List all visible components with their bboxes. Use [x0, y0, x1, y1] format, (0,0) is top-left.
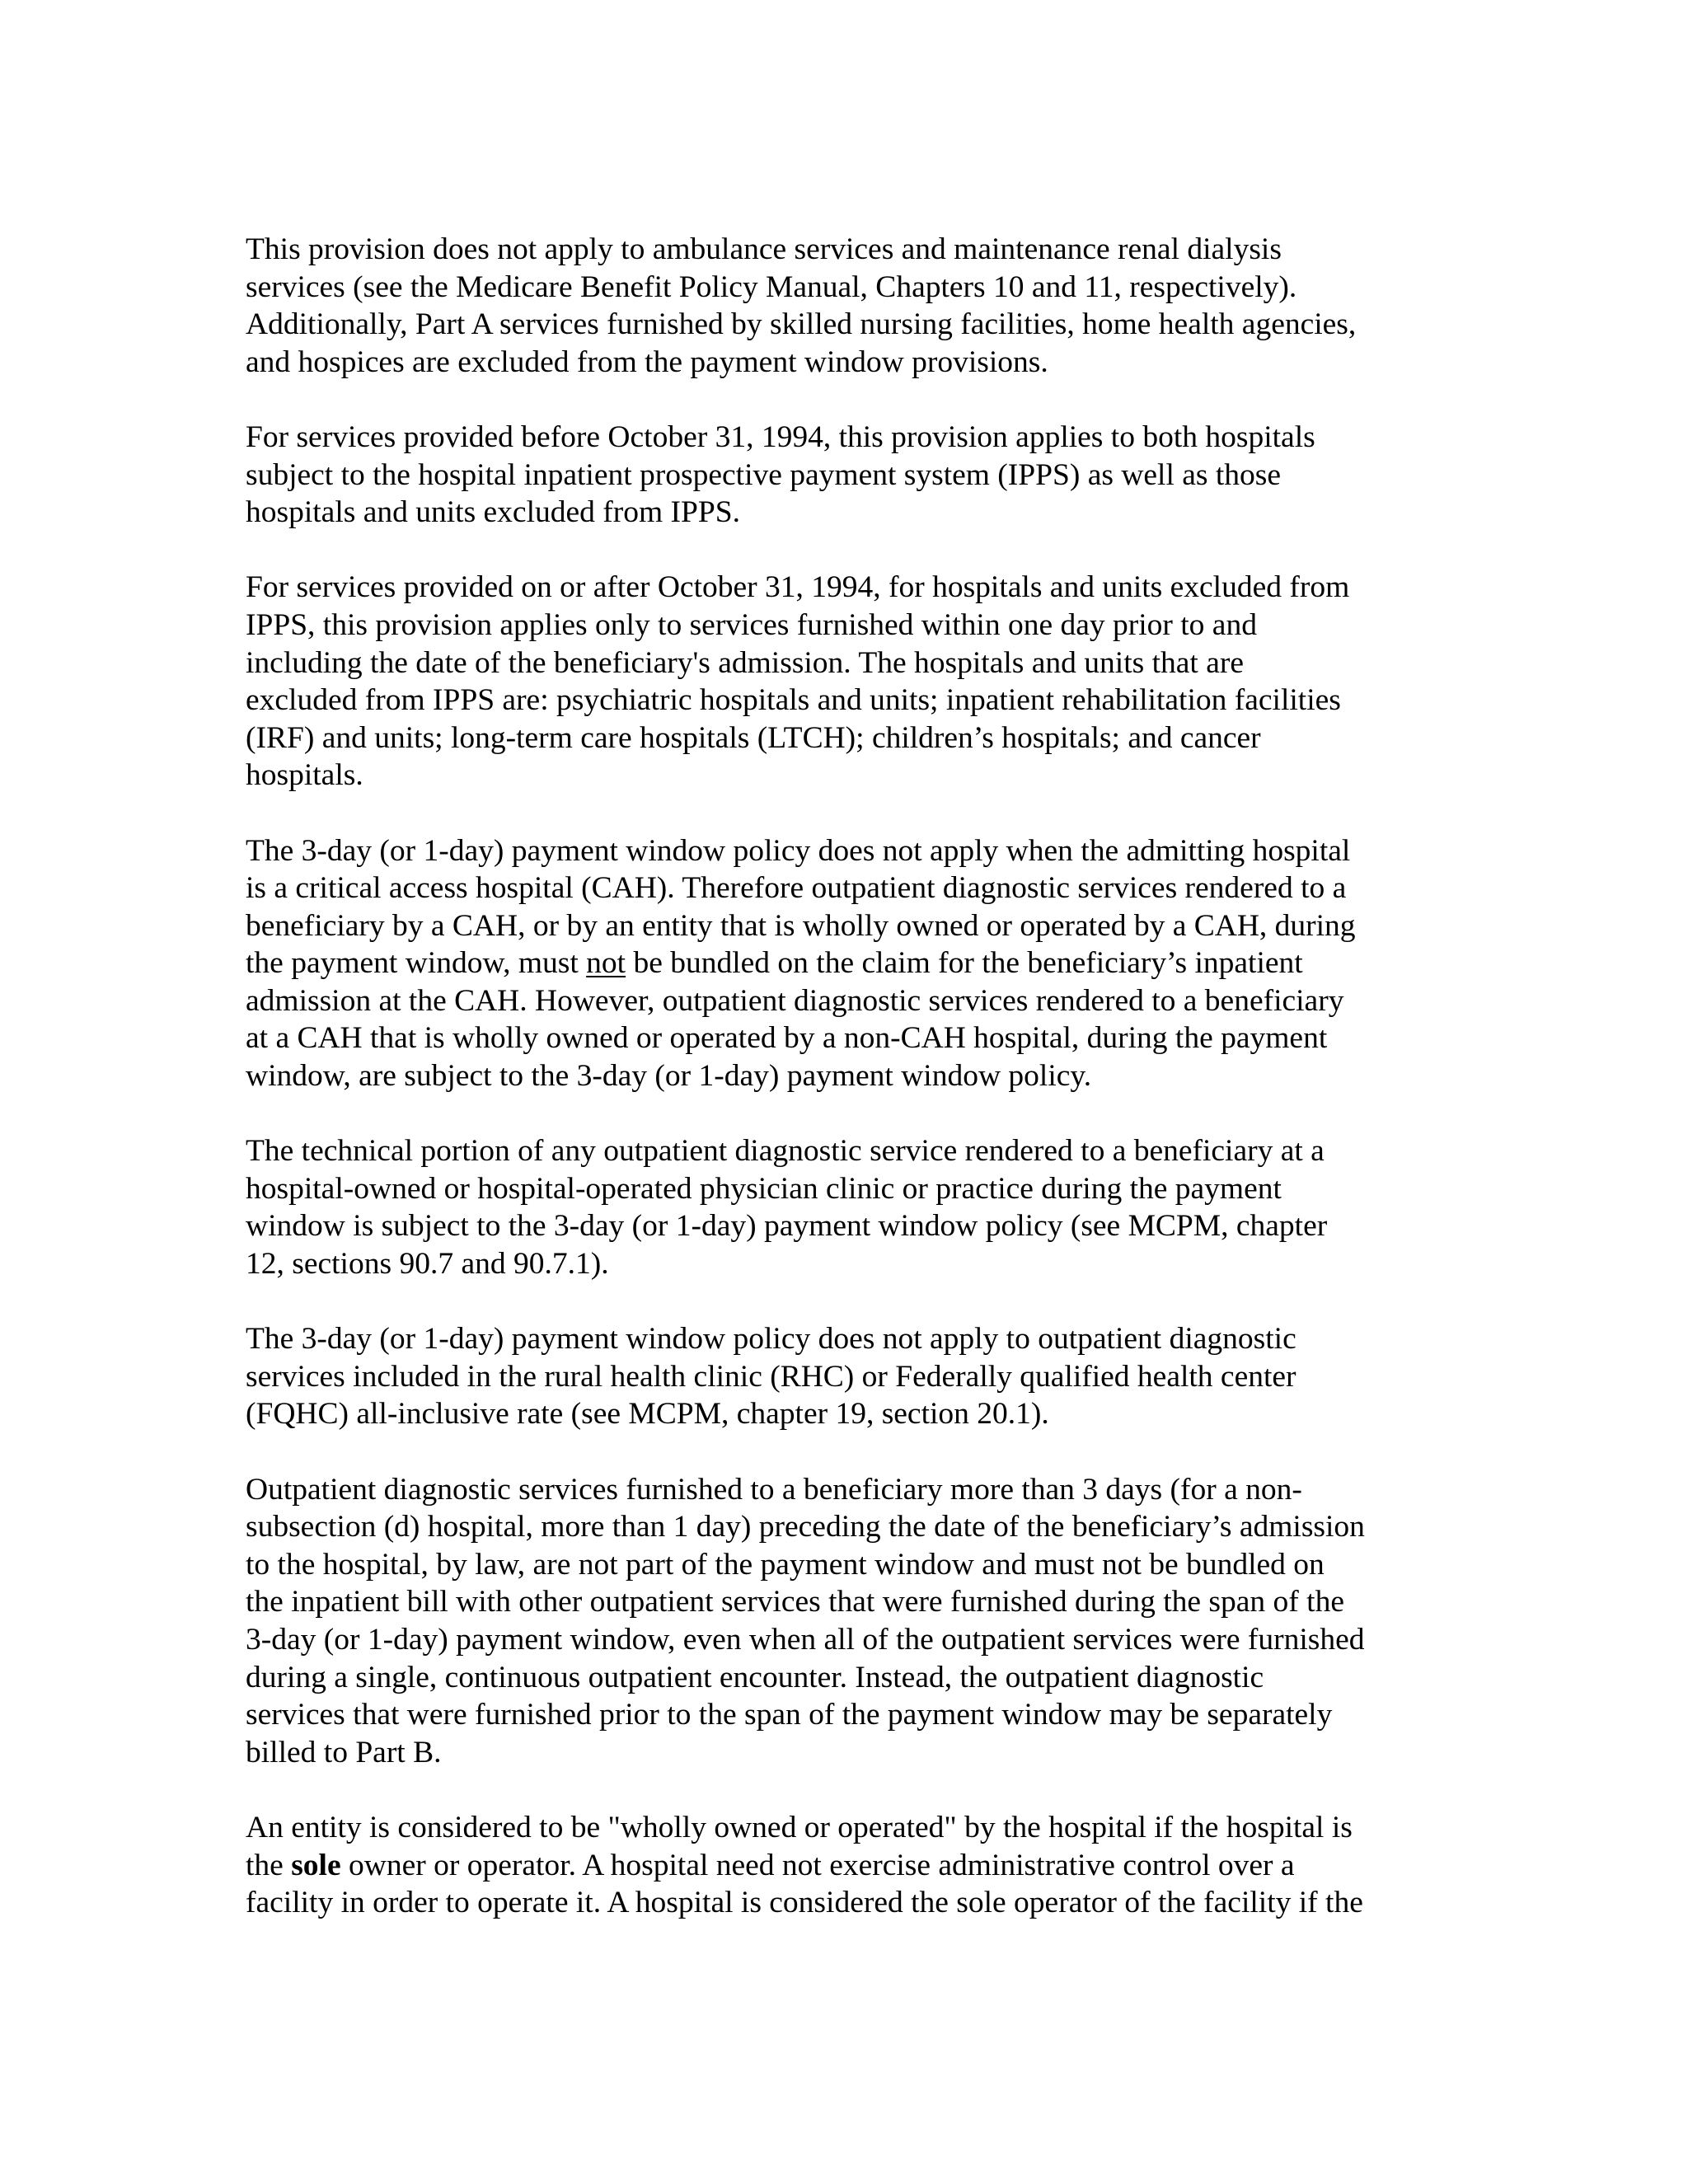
text-segment: owner or operator. A hospital need not exercise administrative control over a	[340, 1848, 1295, 1882]
text-line	[246, 1847, 1441, 1885]
text-line: window, are subject to the 3-day (or 1-day) payment window policy.	[246, 1059, 1092, 1094]
text-line: An entity is considered to be "wholly owned or operated" by the hospital if the hospital is	[246, 1810, 1353, 1844]
text-line: during a single, continuous outpatient encounter. Instead, the outpatient diagnostic	[246, 1660, 1264, 1694]
text-line: hospitals.	[246, 758, 363, 793]
text-line: including the date of the beneficiary's admission. The hospitals and units that are	[246, 645, 1244, 680]
text-segment: be bundled on the claim for the beneficiary’s inpatient	[626, 946, 1303, 981]
text-line: (FQHC) all-inclusive rate (see MCPM, chapter 19, section 20.1).	[246, 1397, 1049, 1432]
text-line: facility in order to operate it. A hospital is considered the sole operator of the facility if the	[246, 1886, 1363, 1920]
text-line: at a CAH that is wholly owned or operated by a non-CAH hospital, during the payment	[246, 1021, 1328, 1056]
text-line: window is subject to the 3-day (or 1-day) payment window policy (see MCPM, chapter	[246, 1209, 1328, 1244]
paragraph-more-than-3-days	[246, 1471, 1441, 1772]
text-line: admission at the CAH. However, outpatient diagnostic services rendered to a beneficiary	[246, 983, 1344, 1018]
text-line: For services provided before October 31, 1994, this provision applies to both hospitals	[246, 419, 1315, 454]
text-line: subject to the hospital inpatient prospective payment system (IPPS) as well as those	[246, 457, 1282, 492]
text-line: subsection (d) hospital, more than 1 day) preceding the date of the beneficiary’s admission	[246, 1510, 1365, 1544]
text-line: Additionally, Part A services furnished by skilled nursing facilities, home health agencies,	[246, 307, 1357, 342]
text-segment: the payment window, must	[246, 946, 587, 981]
paragraph-technical-portion	[246, 1132, 1441, 1282]
text-line: (IRF) and units; long-term care hospitals (LTCH); children’s hospitals; and cancer	[246, 720, 1261, 755]
text-line: 3-day (or 1-day) payment window, even when all of the outpatient services were furnished	[246, 1622, 1365, 1657]
text-line: excluded from IPPS are: psychiatric hospitals and units; inpatient rehabilitation facilities	[246, 683, 1341, 718]
text-line: is a critical access hospital (CAH). Therefore outpatient diagnostic services rendered to a	[246, 871, 1347, 906]
text-line: and hospices are excluded from the payment window provisions.	[246, 344, 1048, 379]
document-body	[246, 231, 1441, 1922]
text-line: hospital-owned or hospital-operated physician clinic or practice during the payment	[246, 1171, 1282, 1206]
text-line: The 3-day (or 1-day) payment window policy does not apply to outpatient diagnostic	[246, 1322, 1296, 1357]
text-line: beneficiary by a CAH, or by an entity that is wholly owned or operated by a CAH, during	[246, 908, 1356, 943]
text-line: The technical portion of any outpatient diagnostic service rendered to a beneficiary at a	[246, 1134, 1325, 1169]
bold-word: sole	[291, 1848, 341, 1882]
paragraph-exclusions	[246, 231, 1441, 381]
text-line: The 3-day (or 1-day) payment window policy does not apply when the admitting hospital	[246, 833, 1351, 868]
underlined-word: not	[586, 946, 626, 981]
paragraph-wholly-owned	[246, 1809, 1441, 1922]
text-line: Outpatient diagnostic services furnished to a beneficiary more than 3 days (for a non-	[246, 1472, 1302, 1507]
paragraph-before-1994	[246, 419, 1441, 532]
text-segment: the	[246, 1848, 292, 1882]
text-line: services that were furnished prior to the span of the payment window may be separately	[246, 1698, 1333, 1732]
paragraph-cah	[246, 832, 1441, 1095]
paragraph-rhc-fqhc	[246, 1320, 1441, 1433]
text-line: For services provided on or after October 31, 1994, for hospitals and units excluded from	[246, 570, 1350, 605]
text-line: hospitals and units excluded from IPPS.	[246, 495, 740, 530]
text-line: billed to Part B.	[246, 1735, 442, 1769]
text-line: to the hospital, by law, are not part of the payment window and must not be bundled on	[246, 1547, 1325, 1582]
text-line: This provision does not apply to ambulance services and maintenance renal dialysis	[246, 232, 1282, 266]
text-line: services included in the rural health clinic (RHC) or Federally qualified health center	[246, 1359, 1296, 1394]
text-line	[246, 944, 1441, 982]
text-line: the inpatient bill with other outpatient services that were furnished during the span of the	[246, 1585, 1344, 1619]
text-line: services (see the Medicare Benefit Policy Manual, Chapters 10 and 11, respectively).	[246, 269, 1297, 304]
text-line: IPPS, this provision applies only to services furnished within one day prior to and	[246, 607, 1257, 642]
paragraph-after-1994	[246, 569, 1441, 794]
text-line: 12, sections 90.7 and 90.7.1).	[246, 1247, 609, 1282]
